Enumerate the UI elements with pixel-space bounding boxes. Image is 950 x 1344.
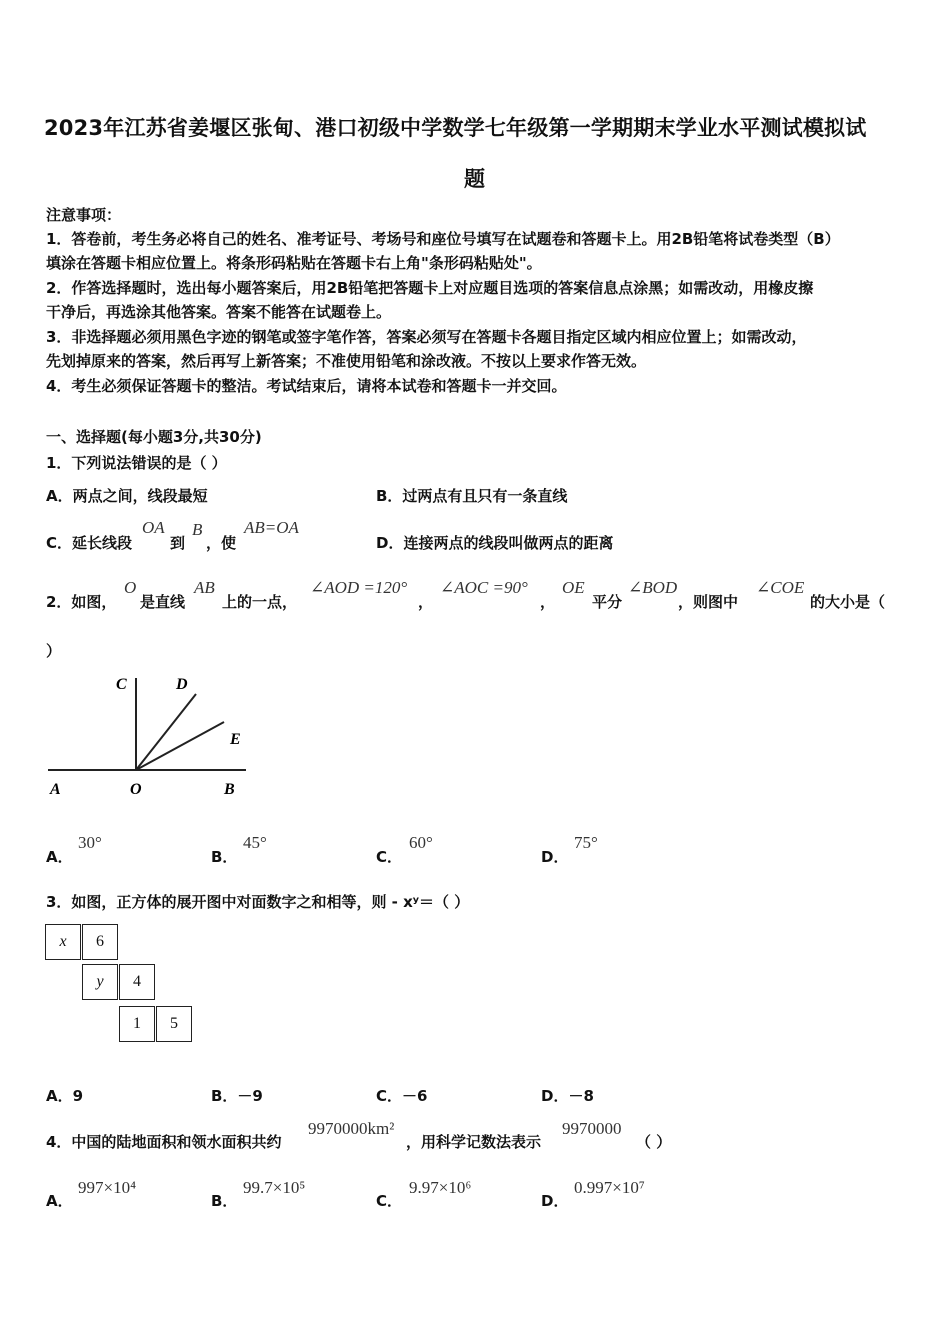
q2-figure <box>44 670 254 805</box>
net-cell-6: 6 <box>82 924 118 960</box>
net-cell-1: 1 <box>119 1006 155 1042</box>
q2-angle-coe: ∠COE <box>756 578 805 597</box>
label-o: O <box>130 781 142 798</box>
q3-option-d: D．－8 <box>541 1087 594 1105</box>
ray-od <box>136 694 196 770</box>
q1-option-c-prefix: C．延长线段 <box>46 534 133 552</box>
q4-stem-end: （ ） <box>636 1133 672 1151</box>
q1-option-a: A．两点之间，线段最短 <box>46 487 208 505</box>
title-line-1: 2023年江苏省姜堰区张甸、港口初级中学数学七年级第一学期期末学业水平测试模拟试 <box>44 116 867 140</box>
q4-option-c-value: 9.97×10⁶ <box>409 1178 472 1197</box>
label-a: A <box>50 781 61 798</box>
q3-cube-net <box>45 924 195 1046</box>
net-cell-4: 4 <box>119 964 155 1000</box>
notice-item-4: 4．考生必须保证答题卡的整洁。考试结束后，请将本试卷和答题卡一并交回。 <box>46 377 567 395</box>
q1-option-c-make: ，使 <box>206 534 237 552</box>
q4-option-a-value: 997×10⁴ <box>78 1178 137 1197</box>
q2-option-c-value: 60° <box>409 833 433 852</box>
label-c: C <box>116 676 127 693</box>
notice-item-3a: 3．非选择题必须用黑色字迹的钢笔或签字笔作答，答案必须写在答题卡各题目指定区域内相应位置上；如需改动， <box>46 328 807 346</box>
q4-option-b-label: B． <box>211 1192 238 1210</box>
q4-option-d-label: D． <box>541 1192 569 1210</box>
notice-item-1a: 1．答卷前，考生务必将自己的姓名、准考证号、考场号和座位号填写在试题卷和答题卡上。用2B铅笔将试卷类型（B） <box>46 230 840 248</box>
q4-option-b-value: 99.7×10⁵ <box>243 1178 306 1197</box>
title-line-2: 题 <box>464 167 486 191</box>
q2-comma-2: ， <box>540 593 556 611</box>
q2-ray-oe: OE <box>562 578 585 597</box>
q2-option-a-value: 30° <box>78 833 102 852</box>
notice-item-2a: 2．作答选择题时，选出每小题答案后，用2B铅笔把答题卡上对应题目选项的答案信息点涂黑；如需改动，用橡皮擦 <box>46 279 814 297</box>
q2-line-ab: AB <box>194 578 215 597</box>
q4-option-c-label: C． <box>376 1192 403 1210</box>
q1-option-b: B．过两点有且只有一条直线 <box>376 487 568 505</box>
q2-stem-prefix: 2．如图， <box>46 593 117 611</box>
q4-option-d-value: 0.997×10⁷ <box>574 1178 645 1197</box>
q2-option-b-value: 45° <box>243 833 267 852</box>
q2-figure-svg <box>44 670 254 805</box>
q3-stem: 3．如图，正方体的展开图中对面数字之和相等，则 - xʸ＝（ ） <box>46 893 470 911</box>
q1-stem: 1．下列说法错误的是（ ） <box>46 454 227 472</box>
label-b: B <box>224 781 235 798</box>
q4-stem-middle: ，用科学记数法表示 <box>406 1133 542 1151</box>
q1-option-c-oa: OA <box>142 518 165 537</box>
q2-angle-aod: ∠AOD =120° <box>310 578 408 597</box>
q1-option-c-to: 到 <box>170 534 186 552</box>
q2-option-d-value: 75° <box>574 833 598 852</box>
net-cell-5: 5 <box>156 1006 192 1042</box>
q2-text-5: 的大小是（ <box>810 593 886 611</box>
q4-number: 9970000 <box>562 1119 622 1138</box>
notice-item-1b: 填涂在答题卡相应位置上。将条形码粘贴在答题卡右上角"条形码粘贴处"。 <box>46 254 542 272</box>
label-d: D <box>176 676 188 693</box>
q2-text-2: 上的一点， <box>222 593 298 611</box>
q2-angle-bod: ∠BOD <box>628 578 678 597</box>
q4-stem-prefix: 4．中国的陆地面积和领水面积共约 <box>46 1133 282 1151</box>
q2-angle-aoc: ∠AOC =90° <box>440 578 528 597</box>
q4-area-value: 9970000km² <box>308 1119 395 1138</box>
q2-comma-1: ， <box>418 593 434 611</box>
q2-close-paren: ） <box>46 642 62 660</box>
notice-heading: 注意事项： <box>46 206 122 224</box>
q1-option-c-b: B <box>192 520 203 539</box>
q2-text-3: 平分 <box>592 593 623 611</box>
q3-option-b: B．－9 <box>211 1087 263 1105</box>
section-heading: 一、选择题(每小题3分,共30分) <box>46 428 262 446</box>
label-e: E <box>230 731 241 748</box>
net-cell-x: x <box>45 924 81 960</box>
q2-text-1: 是直线 <box>140 593 186 611</box>
q2-option-c-label: C． <box>376 848 403 866</box>
q2-option-a-label: A． <box>46 848 73 866</box>
q3-option-a: A．9 <box>46 1087 84 1105</box>
q2-option-d-label: D． <box>541 848 569 866</box>
q1-option-c-equation: AB=OA <box>244 518 299 537</box>
q2-option-b-label: B． <box>211 848 238 866</box>
q4-option-a-label: A． <box>46 1192 73 1210</box>
q3-option-c: C．－6 <box>376 1087 428 1105</box>
notice-item-3b: 先划掉原来的答案，然后再写上新答案；不准使用铅笔和涂改液。不按以上要求作答无效。 <box>46 352 647 370</box>
q2-text-4: ，则图中 <box>678 593 739 611</box>
net-cell-y: y <box>82 964 118 1000</box>
q1-option-d: D．连接两点的线段叫做两点的距离 <box>376 534 614 552</box>
ray-oe <box>136 722 224 770</box>
notice-item-2b: 干净后，再选涂其他答案。答案不能答在试题卷上。 <box>46 303 392 321</box>
q2-point-o: O <box>124 578 137 597</box>
